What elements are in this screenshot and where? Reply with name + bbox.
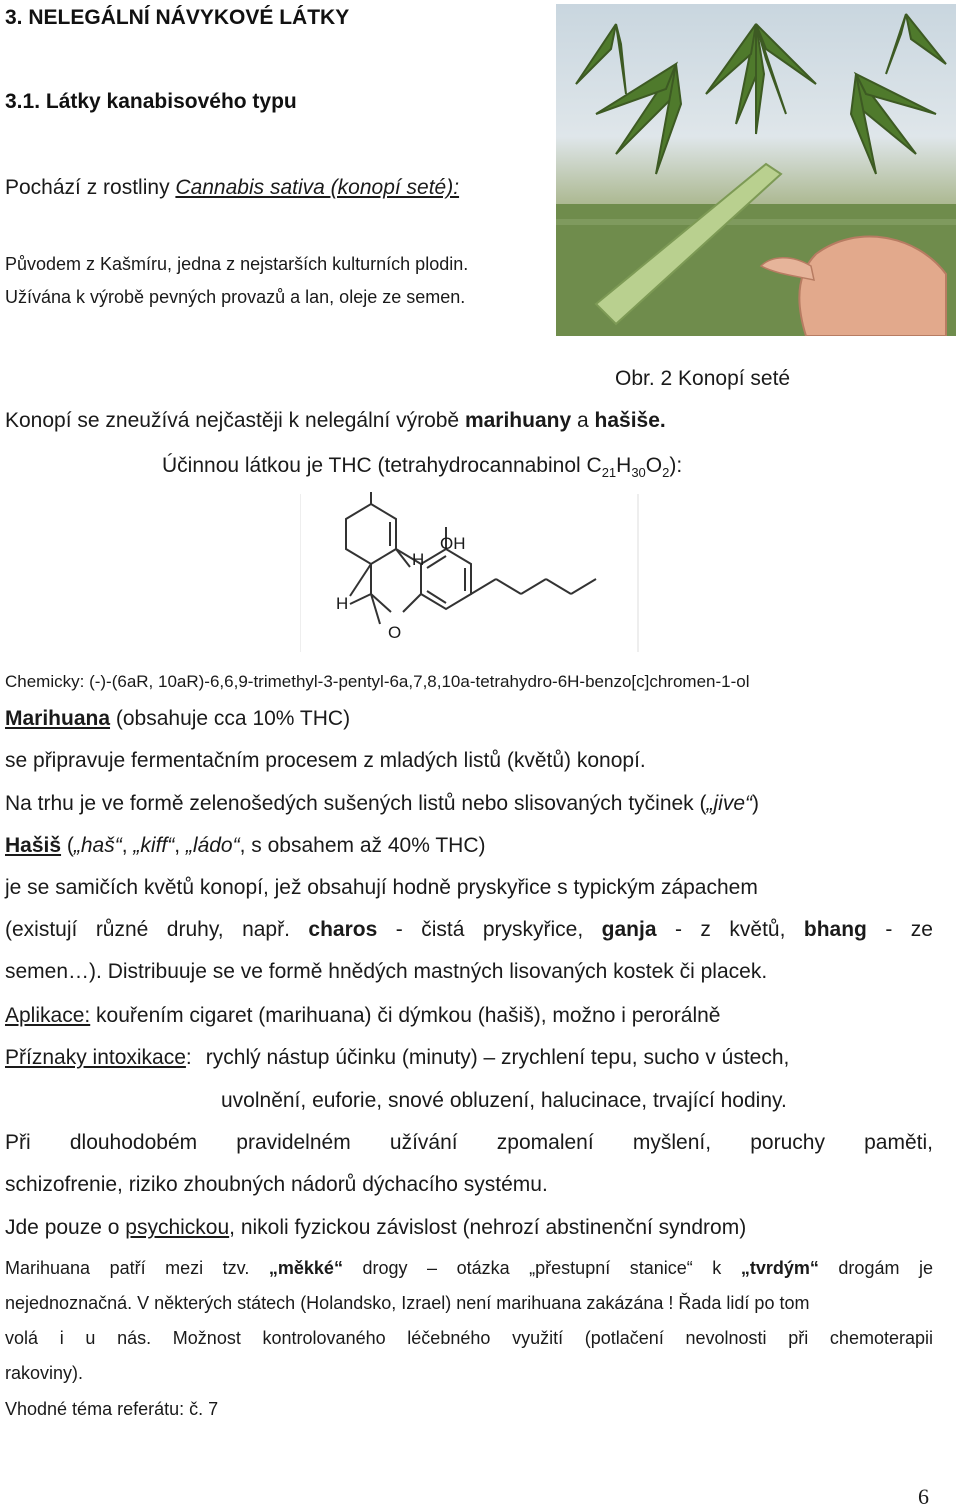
- marihuana-title: Marihuana: [5, 707, 111, 730]
- charos-term: charos: [308, 918, 378, 941]
- longterm-line-2: schizofrenie, riziko zhoubných nádorů dýchacího systému.: [5, 1173, 548, 1196]
- lado-term: „ládo“: [185, 834, 240, 857]
- prep-line: se připravuje fermentačním procesem z mladých listů (květů) konopí.: [5, 749, 646, 772]
- symptoms-line-1: rychlý nástup účinku (minuty) – zrychlení tepu, sucho v ústech,: [205, 1046, 790, 1069]
- symptoms-line-2: uvolnění, euforie, snové obluzení, halucinace, trvající hodiny.: [221, 1089, 787, 1112]
- intro-line-1: Původem z Kašmíru, jedna z nejstarších kulturních plodin.: [5, 254, 469, 274]
- page-number: 6: [918, 1484, 929, 1509]
- active-prefix: Účinnou látkou je THC (tetrahydrocannabinol C: [162, 454, 602, 477]
- marihuana-bold: marihuany: [464, 409, 572, 432]
- has-term: „haš“: [73, 834, 122, 857]
- active-suffix: ):: [669, 454, 683, 477]
- soft-b: drogy – otázka „přestupní stanice“ k: [342, 1258, 741, 1278]
- soft-line-4: rakoviny).: [5, 1363, 84, 1383]
- dependence-suffix: , nikoli fyzickou závislost (nehrozí abstinenční syndrom): [229, 1216, 747, 1239]
- market-prefix: Na trhu je ve formě zelenošedých sušených listů nebo slisovaných tyčinek (: [5, 792, 707, 815]
- hashish-line: [5, 834, 486, 858]
- active-substance-line: [162, 454, 682, 480]
- hashish-bold: hašiše.: [594, 409, 666, 432]
- market-line: [5, 792, 759, 816]
- cannabis-link[interactable]: Cannabis sativa (konopí seté):: [175, 176, 460, 199]
- soft-c: drogám je: [818, 1258, 934, 1278]
- intro-line-2: Užívána k výrobě pevných provazů a lan, oleje ze semen.: [5, 287, 466, 307]
- soft-a: Marihuana patří mezi tzv.: [5, 1258, 269, 1278]
- hard-term: „tvrdým“: [740, 1258, 819, 1278]
- abuse-line: [5, 409, 666, 433]
- subsection-title: 3.1. Látky kanabisového typu: [5, 90, 297, 113]
- hashish-comma-2: ,: [174, 834, 186, 857]
- hash-line-1: je se samičích květů konopí, jež obsahují hodně pryskyřice s typickým zápachem: [5, 876, 758, 899]
- hashish-open: (: [61, 834, 74, 857]
- market-suffix: ): [752, 792, 760, 815]
- jive-term: „jive“: [706, 792, 753, 815]
- hash-line-2-d: - ze: [866, 918, 933, 941]
- hash-line-3: semen…). Distribuuje se ve formě hnědých mastných lisovaných kostek či placek.: [5, 960, 768, 983]
- formula-h-upper: H: [412, 550, 425, 569]
- formula-h-lower: H: [336, 594, 349, 613]
- ganja-term: ganja: [601, 918, 657, 941]
- kiff-term: „kiff“: [133, 834, 175, 857]
- soft-line-2: nejednoznačná. V některých státech (Holandsko, Izrael) není marihuana zakázána ! Řada lidí po tom: [5, 1293, 810, 1313]
- dependence-line: [5, 1216, 746, 1240]
- section-title: 3. NELEGÁLNÍ NÁVYKOVÉ LÁTKY: [5, 6, 350, 29]
- symptoms-line: [5, 1046, 789, 1070]
- symptoms-colon: :: [185, 1046, 192, 1069]
- essay-topic: Vhodné téma referátu: č. 7: [5, 1399, 219, 1419]
- hash-line-2-a: (existují různé druhy, např.: [5, 918, 309, 941]
- origin-line: [5, 176, 459, 200]
- dependence-prefix: Jde pouze o: [5, 1216, 126, 1239]
- cannabis-photo: [556, 4, 956, 336]
- symptoms-label: Příznaky intoxikace: [5, 1046, 186, 1069]
- hash-line-2-c: - z květů,: [656, 918, 804, 941]
- soft-line-1: [5, 1258, 933, 1279]
- active-h: H: [616, 454, 632, 477]
- soft-line-3: volá i u nás. Možnost kontrolovaného léčebného využití (potlačení nevolnosti při chemoterapii: [5, 1328, 933, 1348]
- sub-30: 30: [631, 465, 646, 481]
- hash-line-2: [5, 918, 933, 942]
- hashish-comma-1: ,: [121, 834, 134, 857]
- abuse-prefix: Konopí se zneužívá nejčastěji k nelegální výrobě: [5, 409, 465, 432]
- application-text: kouřením cigaret (marihuana) či dýmkou (hašiš), možno i perorálně: [90, 1004, 721, 1027]
- soft-term: „měkké“: [268, 1258, 343, 1278]
- sub-2: 2: [662, 465, 670, 481]
- hash-line-2-b: - čistá pryskyřice,: [377, 918, 602, 941]
- bhang-term: bhang: [803, 918, 867, 941]
- origin-prefix: Pochází z rostliny: [5, 176, 176, 199]
- sub-21: 21: [601, 465, 617, 481]
- formula-o: O: [388, 623, 402, 642]
- marihuana-line: [5, 707, 350, 731]
- longterm-line-1: Při dlouhodobém pravidelném užívání zpomalení myšlení, poruchy paměti,: [5, 1131, 933, 1154]
- application-label: Aplikace:: [5, 1004, 91, 1027]
- formula-oh: OH: [440, 534, 466, 553]
- chemical-name: Chemicky: (-)-(6aR, 10aR)-6,6,9-trimethyl-3-pentyl-6a,7,8,10a-tetrahydro-6H-benzo[c]chromen-1-ol: [5, 672, 750, 691]
- application-line: [5, 1004, 720, 1028]
- abuse-mid: a: [571, 409, 595, 432]
- figure-caption: Obr. 2 Konopí seté: [615, 367, 791, 390]
- hashish-rest: , s obsahem až 40% THC): [239, 834, 486, 857]
- thc-structural-formula: [300, 492, 640, 654]
- active-o: O: [645, 454, 663, 477]
- hashish-title: Hašiš: [5, 834, 62, 857]
- psychic-dependence: psychickou: [125, 1216, 230, 1239]
- marihuana-rest: (obsahuje cca 10% THC): [110, 707, 351, 730]
